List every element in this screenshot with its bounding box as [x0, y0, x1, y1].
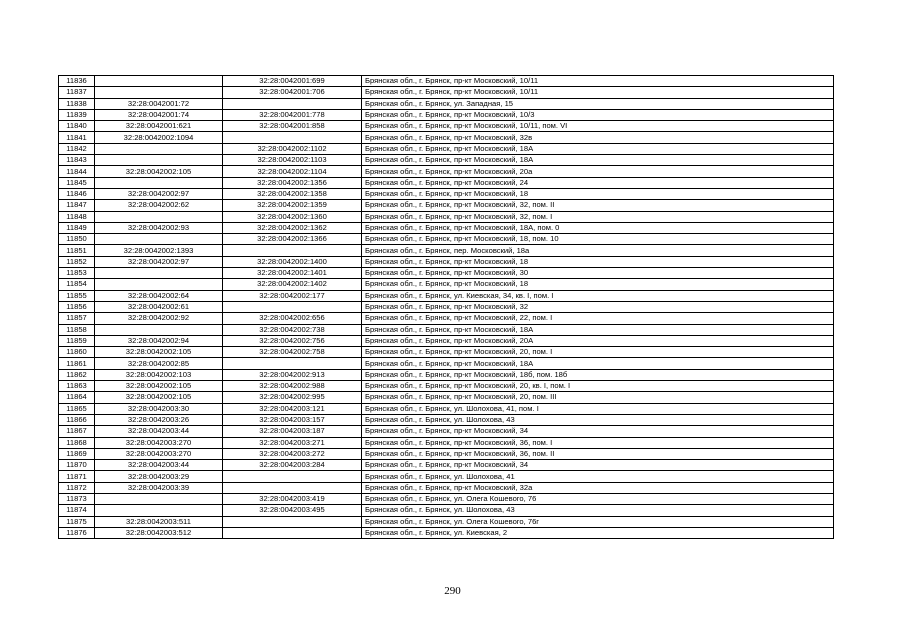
address-cell: Брянская обл., г. Брянск, ул. Олега Кошевого, 76: [362, 493, 834, 504]
object-cadastral-number-cell: 32:28:0042003:187: [223, 426, 362, 437]
address-cell: Брянская обл., г. Брянск, пр-кт Московский, 32а: [362, 482, 834, 493]
object-cadastral-number-cell: 32:28:0042002:1356: [223, 177, 362, 188]
object-cadastral-number-cell: 32:28:0042002:1366: [223, 234, 362, 245]
object-cadastral-number-cell: 32:28:0042002:1362: [223, 222, 362, 233]
address-cell: Брянская обл., г. Брянск, ул. Киевская, 2: [362, 527, 834, 538]
table-row: [59, 347, 834, 358]
row-number-cell: 11874: [59, 505, 95, 516]
address-cell: Брянская обл., г. Брянск, пр-кт Московский, 18: [362, 188, 834, 199]
object-cadastral-number-cell: [223, 245, 362, 256]
object-cadastral-number-cell: 32:28:0042002:1359: [223, 200, 362, 211]
row-number-cell: 11840: [59, 121, 95, 132]
address-cell: Брянская обл., г. Брянск, пр-кт Московский, 18, пом. 10: [362, 234, 834, 245]
object-cadastral-number-cell: [223, 132, 362, 143]
land-cadastral-number-cell: [95, 76, 223, 87]
address-cell: Брянская обл., г. Брянск, пр-кт Московский, 18: [362, 279, 834, 290]
object-cadastral-number-cell: 32:28:0042003:419: [223, 493, 362, 504]
land-cadastral-number-cell: 32:28:0042002:105: [95, 381, 223, 392]
object-cadastral-number-cell: [223, 358, 362, 369]
object-cadastral-number-cell: 32:28:0042003:284: [223, 460, 362, 471]
land-cadastral-number-cell: 32:28:0042001:621: [95, 121, 223, 132]
land-cadastral-number-cell: 32:28:0042002:1094: [95, 132, 223, 143]
object-cadastral-number-cell: [223, 471, 362, 482]
table-row: [59, 268, 834, 279]
table-row: [59, 132, 834, 143]
row-number-cell: 11866: [59, 414, 95, 425]
address-cell: Брянская обл., г. Брянск, пр-кт Московский, 32: [362, 301, 834, 312]
row-number-cell: 11867: [59, 426, 95, 437]
table-row: [59, 121, 834, 132]
table-row: [59, 222, 834, 233]
row-number-cell: 11846: [59, 188, 95, 199]
table-row: [59, 505, 834, 516]
address-cell: Брянская обл., г. Брянск, пр-кт Московский, 24: [362, 177, 834, 188]
row-number-cell: 11842: [59, 143, 95, 154]
address-cell: Брянская обл., г. Брянск, пр-кт Московский, 32, пом. I: [362, 211, 834, 222]
object-cadastral-number-cell: 32:28:0042002:656: [223, 313, 362, 324]
row-number-cell: 11841: [59, 132, 95, 143]
address-cell: Брянская обл., г. Брянск, ул. Шолохова, 43: [362, 505, 834, 516]
table-row: [59, 279, 834, 290]
object-cadastral-number-cell: 32:28:0042002:1102: [223, 143, 362, 154]
table-row: [59, 392, 834, 403]
table-row: [59, 403, 834, 414]
table-row: [59, 414, 834, 425]
land-cadastral-number-cell: 32:28:0042002:94: [95, 335, 223, 346]
address-cell: Брянская обл., г. Брянск, пр-кт Московский, 32, пом. II: [362, 200, 834, 211]
object-cadastral-number-cell: [223, 482, 362, 493]
land-cadastral-number-cell: 32:28:0042002:97: [95, 188, 223, 199]
address-cell: Брянская обл., г. Брянск, пр-кт Московский, 20а: [362, 166, 834, 177]
land-cadastral-number-cell: [95, 177, 223, 188]
object-cadastral-number-cell: 32:28:0042003:495: [223, 505, 362, 516]
land-cadastral-number-cell: [95, 493, 223, 504]
land-cadastral-number-cell: [95, 234, 223, 245]
object-cadastral-number-cell: 32:28:0042002:1402: [223, 279, 362, 290]
land-cadastral-number-cell: 32:28:0042002:105: [95, 392, 223, 403]
address-cell: Брянская обл., г. Брянск, пр-кт Московский, 32в: [362, 132, 834, 143]
land-cadastral-number-cell: 32:28:0042003:270: [95, 448, 223, 459]
row-number-cell: 11852: [59, 256, 95, 267]
row-number-cell: 11854: [59, 279, 95, 290]
address-cell: Брянская обл., г. Брянск, пр-кт Московский, 18А: [362, 358, 834, 369]
table-row: [59, 381, 834, 392]
land-cadastral-number-cell: [95, 211, 223, 222]
object-cadastral-number-cell: 32:28:0042002:988: [223, 381, 362, 392]
object-cadastral-number-cell: 32:28:0042002:1400: [223, 256, 362, 267]
address-cell: Брянская обл., г. Брянск, пр-кт Московский, 34: [362, 426, 834, 437]
address-cell: Брянская обл., г. Брянск, пер. Московский, 18а: [362, 245, 834, 256]
address-cell: Брянская обл., г. Брянск, ул. Шолохова, 41, пом. I: [362, 403, 834, 414]
row-number-cell: 11860: [59, 347, 95, 358]
row-number-cell: 11868: [59, 437, 95, 448]
land-cadastral-number-cell: 32:28:0042002:105: [95, 347, 223, 358]
table-row: [59, 98, 834, 109]
address-cell: Брянская обл., г. Брянск, пр-кт Московский, 20, пом. III: [362, 392, 834, 403]
object-cadastral-number-cell: 32:28:0042001:706: [223, 87, 362, 98]
land-cadastral-number-cell: 32:28:0042003:44: [95, 460, 223, 471]
land-cadastral-number-cell: 32:28:0042003:39: [95, 482, 223, 493]
land-cadastral-number-cell: 32:28:0042002:1393: [95, 245, 223, 256]
table-row: [59, 177, 834, 188]
address-cell: Брянская обл., г. Брянск, пр-кт Московский, 18А: [362, 324, 834, 335]
table-row: [59, 301, 834, 312]
address-cell: Брянская обл., г. Брянск, пр-кт Московский, 36, пом. II: [362, 448, 834, 459]
row-number-cell: 11848: [59, 211, 95, 222]
address-cell: Брянская обл., г. Брянск, пр-кт Московский, 36, пом. I: [362, 437, 834, 448]
land-cadastral-number-cell: 32:28:0042003:30: [95, 403, 223, 414]
row-number-cell: 11861: [59, 358, 95, 369]
row-number-cell: 11844: [59, 166, 95, 177]
land-cadastral-number-cell: [95, 87, 223, 98]
row-number-cell: 11862: [59, 369, 95, 380]
table-row: [59, 155, 834, 166]
land-cadastral-number-cell: 32:28:0042002:92: [95, 313, 223, 324]
row-number-cell: 11849: [59, 222, 95, 233]
land-cadastral-number-cell: [95, 324, 223, 335]
address-cell: Брянская обл., г. Брянск, ул. Олега Кошевого, 76г: [362, 516, 834, 527]
address-cell: Брянская обл., г. Брянск, пр-кт Московский, 18А: [362, 143, 834, 154]
land-cadastral-number-cell: 32:28:0042003:44: [95, 426, 223, 437]
table-row: [59, 493, 834, 504]
address-cell: Брянская обл., г. Брянск, ул. Западная, 15: [362, 98, 834, 109]
land-cadastral-number-cell: 32:28:0042002:105: [95, 166, 223, 177]
row-number-cell: 11865: [59, 403, 95, 414]
table-row: [59, 527, 834, 538]
object-cadastral-number-cell: 32:28:0042003:157: [223, 414, 362, 425]
object-cadastral-number-cell: [223, 527, 362, 538]
object-cadastral-number-cell: 32:28:0042002:1360: [223, 211, 362, 222]
land-cadastral-number-cell: [95, 143, 223, 154]
address-cell: Брянская обл., г. Брянск, ул. Киевская, 34, кв. I, пом. I: [362, 290, 834, 301]
table-row: [59, 324, 834, 335]
land-cadastral-number-cell: 32:28:0042002:103: [95, 369, 223, 380]
row-number-cell: 11876: [59, 527, 95, 538]
table-row: [59, 109, 834, 120]
address-cell: Брянская обл., г. Брянск, пр-кт Московский, 18: [362, 256, 834, 267]
land-cadastral-number-cell: 32:28:0042003:29: [95, 471, 223, 482]
row-number-cell: 11855: [59, 290, 95, 301]
row-number-cell: 11875: [59, 516, 95, 527]
land-cadastral-number-cell: 32:28:0042002:85: [95, 358, 223, 369]
land-cadastral-number-cell: 32:28:0042003:511: [95, 516, 223, 527]
address-cell: Брянская обл., г. Брянск, пр-кт Московский, 18б, пом. 18б: [362, 369, 834, 380]
table-row: [59, 448, 834, 459]
table-row: [59, 516, 834, 527]
land-cadastral-number-cell: [95, 268, 223, 279]
row-number-cell: 11847: [59, 200, 95, 211]
address-cell: Брянская обл., г. Брянск, пр-кт Московский, 20А: [362, 335, 834, 346]
table-row: [59, 188, 834, 199]
land-cadastral-number-cell: 32:28:0042003:270: [95, 437, 223, 448]
address-cell: Брянская обл., г. Брянск, пр-кт Московский, 20, кв. I, пом. I: [362, 381, 834, 392]
row-number-cell: 11871: [59, 471, 95, 482]
table-row: [59, 313, 834, 324]
table-row: [59, 290, 834, 301]
row-number-cell: 11839: [59, 109, 95, 120]
row-number-cell: 11869: [59, 448, 95, 459]
object-cadastral-number-cell: 32:28:0042002:758: [223, 347, 362, 358]
land-cadastral-number-cell: 32:28:0042001:74: [95, 109, 223, 120]
row-number-cell: 11863: [59, 381, 95, 392]
table-row: [59, 471, 834, 482]
land-cadastral-number-cell: [95, 279, 223, 290]
row-number-cell: 11850: [59, 234, 95, 245]
row-number-cell: 11843: [59, 155, 95, 166]
land-cadastral-number-cell: 32:28:0042002:61: [95, 301, 223, 312]
address-cell: Брянская обл., г. Брянск, ул. Шолохова, 41: [362, 471, 834, 482]
table-row: [59, 335, 834, 346]
address-cell: Брянская обл., г. Брянск, пр-кт Московский, 10/11, пом. VI: [362, 121, 834, 132]
object-cadastral-number-cell: 32:28:0042002:1401: [223, 268, 362, 279]
object-cadastral-number-cell: [223, 516, 362, 527]
row-number-cell: 11838: [59, 98, 95, 109]
object-cadastral-number-cell: [223, 98, 362, 109]
page-number: 290: [444, 585, 461, 597]
land-cadastral-number-cell: [95, 505, 223, 516]
row-number-cell: 11837: [59, 87, 95, 98]
address-cell: Брянская обл., г. Брянск, пр-кт Московский, 18А: [362, 155, 834, 166]
table-row: [59, 76, 834, 87]
object-cadastral-number-cell: 32:28:0042002:913: [223, 369, 362, 380]
row-number-cell: 11864: [59, 392, 95, 403]
address-cell: Брянская обл., г. Брянск, пр-кт Московский, 22, пом. I: [362, 313, 834, 324]
land-cadastral-number-cell: 32:28:0042002:93: [95, 222, 223, 233]
row-number-cell: 11853: [59, 268, 95, 279]
land-cadastral-number-cell: 32:28:0042001:72: [95, 98, 223, 109]
table-row: [59, 369, 834, 380]
table-row: [59, 245, 834, 256]
table-row: [59, 211, 834, 222]
table-row: [59, 234, 834, 245]
address-cell: Брянская обл., г. Брянск, пр-кт Московский, 34: [362, 460, 834, 471]
object-cadastral-number-cell: 32:28:0042002:995: [223, 392, 362, 403]
address-cell: Брянская обл., г. Брянск, пр-кт Московский, 20, пом. I: [362, 347, 834, 358]
table-row: [59, 358, 834, 369]
table-row: [59, 143, 834, 154]
object-cadastral-number-cell: 32:28:0042003:272: [223, 448, 362, 459]
object-cadastral-number-cell: 32:28:0042002:1104: [223, 166, 362, 177]
row-number-cell: 11856: [59, 301, 95, 312]
object-cadastral-number-cell: 32:28:0042001:699: [223, 76, 362, 87]
row-number-cell: 11851: [59, 245, 95, 256]
object-cadastral-number-cell: 32:28:0042003:121: [223, 403, 362, 414]
address-cell: Брянская обл., г. Брянск, пр-кт Московский, 10/11: [362, 76, 834, 87]
object-cadastral-number-cell: 32:28:0042002:756: [223, 335, 362, 346]
object-cadastral-number-cell: 32:28:0042001:778: [223, 109, 362, 120]
object-cadastral-number-cell: 32:28:0042002:177: [223, 290, 362, 301]
table-row: [59, 437, 834, 448]
land-cadastral-number-cell: 32:28:0042002:64: [95, 290, 223, 301]
land-cadastral-number-cell: 32:28:0042003:512: [95, 527, 223, 538]
land-cadastral-number-cell: 32:28:0042002:97: [95, 256, 223, 267]
row-number-cell: 11836: [59, 76, 95, 87]
address-cell: Брянская обл., г. Брянск, пр-кт Московский, 10/11: [362, 87, 834, 98]
table-row: [59, 482, 834, 493]
object-cadastral-number-cell: 32:28:0042002:738: [223, 324, 362, 335]
table-row: [59, 87, 834, 98]
row-number-cell: 11873: [59, 493, 95, 504]
land-cadastral-number-cell: 32:28:0042002:62: [95, 200, 223, 211]
land-cadastral-number-cell: [95, 155, 223, 166]
row-number-cell: 11857: [59, 313, 95, 324]
row-number-cell: 11845: [59, 177, 95, 188]
object-cadastral-number-cell: 32:28:0042003:271: [223, 437, 362, 448]
row-number-cell: 11858: [59, 324, 95, 335]
registry-table-body: [59, 76, 834, 539]
row-number-cell: 11859: [59, 335, 95, 346]
object-cadastral-number-cell: 32:28:0042001:858: [223, 121, 362, 132]
address-cell: Брянская обл., г. Брянск, ул. Шолохова, 43: [362, 414, 834, 425]
row-number-cell: 11872: [59, 482, 95, 493]
address-cell: Брянская обл., г. Брянск, пр-кт Московский, 30: [362, 268, 834, 279]
table-row: [59, 256, 834, 267]
table-row: [59, 166, 834, 177]
address-cell: Брянская обл., г. Брянск, пр-кт Московский, 10/3: [362, 109, 834, 120]
table-row: [59, 426, 834, 437]
row-number-cell: 11870: [59, 460, 95, 471]
land-cadastral-number-cell: 32:28:0042003:26: [95, 414, 223, 425]
object-cadastral-number-cell: 32:28:0042002:1358: [223, 188, 362, 199]
registry-table: [58, 75, 834, 539]
table-row: [59, 200, 834, 211]
object-cadastral-number-cell: [223, 301, 362, 312]
object-cadastral-number-cell: 32:28:0042002:1103: [223, 155, 362, 166]
table-row: [59, 460, 834, 471]
address-cell: Брянская обл., г. Брянск, пр-кт Московский, 18А, пом. 0: [362, 222, 834, 233]
